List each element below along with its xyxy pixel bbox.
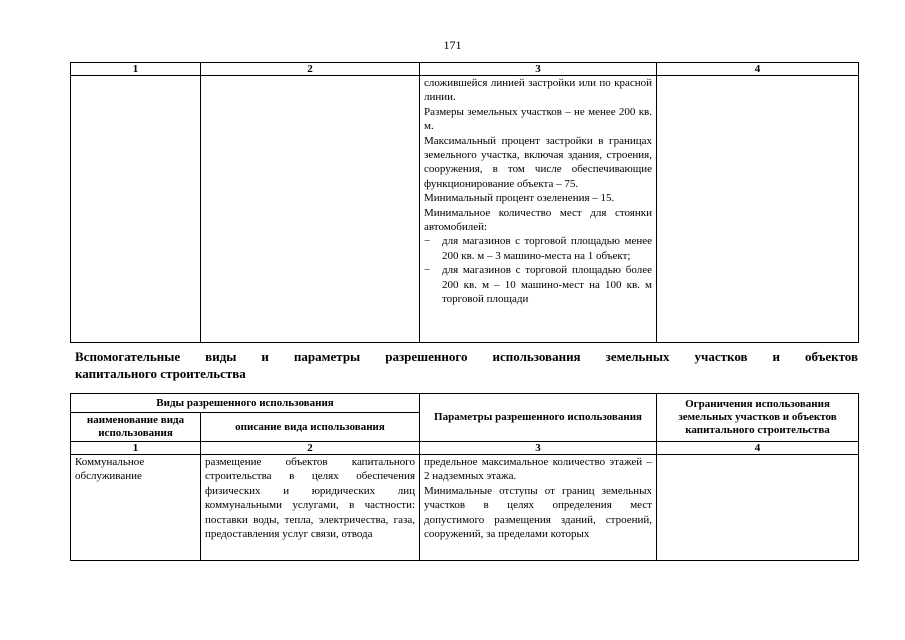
table-row	[71, 76, 859, 343]
use-name-cell	[71, 76, 201, 343]
dash-marker: −	[424, 235, 431, 248]
column-number-row	[71, 442, 859, 455]
column-number: 1	[71, 442, 201, 455]
limits-header: Ограничения использования земельных участков и объектов капитального строительства	[657, 394, 859, 442]
column-number: 1	[71, 63, 201, 76]
use-parameters-cell	[420, 455, 657, 561]
column-number: 2	[201, 63, 420, 76]
description-header: описание вида использования	[201, 413, 420, 442]
dash-marker: −	[424, 264, 431, 277]
column-number: 3	[420, 442, 657, 455]
use-parameters-cell	[420, 76, 657, 343]
table-header-row	[71, 394, 859, 413]
parameter-text: сложившейся линией застройки или по красной линии.	[424, 77, 652, 104]
parameter-text: Минимальный процент озеленения – 15.	[424, 192, 615, 205]
params-header: Параметры разрешенного использования	[420, 394, 657, 442]
bullet-item	[424, 234, 652, 263]
bullet-text: для магазинов с торговой площадью более 200 кв. м – 10 машино-мест на 100 кв. м торговой площади	[442, 264, 652, 306]
parameter-text: Максимальный процент застройки в границах земельного участка, включая здания, строения, сооружения, в том числе обеспечивающие функционирование объекта – 75.	[424, 134, 652, 190]
column-number: 2	[201, 442, 420, 455]
bullet-text: для магазинов с торговой площадью менее 200 кв. м – 3 машино-места на 1 объект;	[442, 235, 652, 262]
permitted-use-table-continued	[70, 62, 859, 343]
group-header: Виды разрешенного использования	[71, 394, 420, 413]
parameter-text: предельное максимальное количество этажей – 2 надземных этажа.	[424, 456, 653, 483]
page-number: 171	[443, 38, 462, 52]
bullet-item	[424, 263, 652, 306]
use-limitations-cell	[657, 455, 859, 561]
use-description-cell	[201, 76, 420, 343]
section-heading-line: Вспомогательные виды и параметры разрешенного использования земельных участков и объектов	[75, 349, 858, 364]
section-heading-line: капитального строительства	[75, 366, 246, 381]
name-header: наименование вида использования	[71, 413, 201, 442]
parameter-text: Минимальные отступы от границ земельных участков в целях определения мест допустимого размещения зданий, строений, сооружений, за пределами которых	[424, 484, 653, 541]
column-number: 3	[420, 63, 657, 76]
parameter-text: Размеры земельных участков – не менее 200 кв. м.	[424, 105, 652, 133]
column-number: 4	[657, 442, 859, 455]
column-number: 4	[657, 63, 859, 76]
use-name-cell: Коммунальное обслуживание	[71, 455, 201, 561]
table-row	[71, 455, 859, 561]
use-description-cell: размещение объектов капитального строительства в целях обеспечения физических и юридических лиц коммунальными услугами, в частности: поставки воды, тепла, электричества, газа, предоставления услуг связи, отвода	[201, 455, 420, 561]
section-heading	[75, 348, 858, 382]
use-limitations-cell	[657, 76, 859, 343]
auxiliary-use-table	[70, 393, 859, 561]
column-number-row	[71, 63, 859, 76]
parameter-text: Минимальное количество мест для стоянки автомобилей:	[424, 206, 652, 234]
